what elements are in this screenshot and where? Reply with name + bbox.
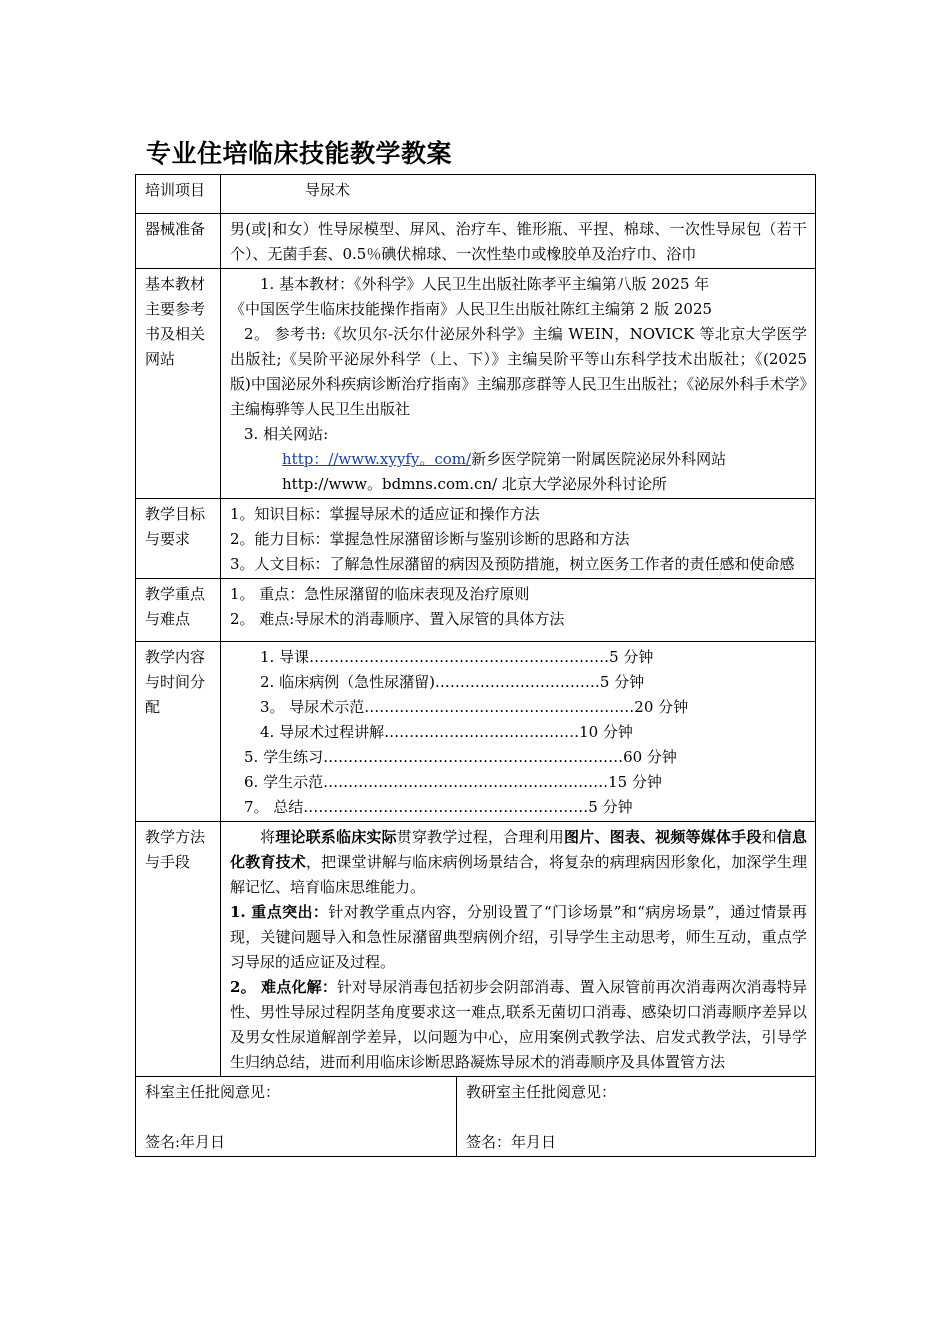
references-label: 基本教材主要参考书及相关网站: [136, 269, 221, 499]
lesson-plan-table: [135, 174, 816, 1157]
row-goals: [136, 499, 816, 579]
dept-approval-sign: 签名:年月日: [145, 1133, 226, 1151]
methods-text: 针对教学重点内容，分别设置了“门诊场景”和“病房场景”，通过情景再现，关键问题导入和急性尿潴留典型病例介绍，引导学生主动思考，师生互动，重点学习导尿的适应证及过程。: [230, 903, 808, 971]
methods-emphasis: 理论联系临床实际: [275, 828, 397, 846]
schedule-item: 7。 总结…………………………………………………5 分钟: [244, 798, 633, 816]
methods-text: 和: [761, 828, 777, 846]
section-approval: [457, 1077, 816, 1157]
dept-approval-label: 科室主任批阅意见：: [145, 1083, 281, 1101]
keypoints-value: [221, 579, 816, 642]
keypoint-item: 2。 难点:导尿术的消毒顺序、置入尿管的具体方法: [230, 610, 565, 628]
methods-text: 将: [260, 828, 276, 846]
equipment-text: 男(或|和女）性导尿模型、屏风、治疗车、锥形瓶、平捏、棉球、一次性导尿包（若干个）、无菌手套、0.5％碘伏棉球、一次性垫巾或橡胶单及治疗巾、浴巾: [230, 220, 808, 263]
goal-item: 1。知识目标：掌握导尿术的适应证和操作方法: [230, 505, 540, 523]
references-value: [221, 269, 816, 499]
ref-line-4: 3. 相关网站:: [244, 425, 329, 443]
section-approval-sign: 签名：年月日: [466, 1133, 557, 1151]
dept-approval: [136, 1077, 457, 1157]
xyyfy-link[interactable]: http：//www.xyyfy。com/: [282, 450, 472, 468]
schedule-item: 4. 导尿术过程讲解…………………………………10 分钟: [260, 723, 633, 741]
row-project: [136, 175, 816, 214]
methods-value: [221, 822, 816, 1077]
methods-heading: 1. 重点突出：: [230, 903, 329, 921]
schedule-item: 3。 导尿术示范………………………………………………20 分钟: [260, 698, 689, 716]
page-title: 专业住培临床技能教学教案: [146, 139, 453, 168]
ref-website-2: [230, 472, 807, 497]
row-references: [136, 269, 816, 499]
methods-emphasis: 图片、图表、视频等媒体手段: [563, 828, 762, 846]
project-label: 培训项目: [136, 175, 221, 214]
schedule-value: [221, 642, 816, 822]
goal-item: 2。能力目标：掌握急性尿潴留诊断与鉴别诊断的思路和方法: [230, 530, 630, 548]
ref-website-1: [230, 447, 807, 472]
methods-paragraph-3: [230, 975, 807, 1075]
methods-text: 针对导尿消毒包括初步会阴部消毒、置入尿管前再次消毒两次消毒特异性、男性导尿过程阴茎角度要求这一难点,联系无菌切口消毒、感染切口消毒顺序差异以及男女性尿道解剖学差异，以问题为中心，应用案例式教学法、启发式教学法，引导学生归纳总结，进而利用临床诊断思路凝炼导尿术的消毒顺序及具体置管方法: [230, 978, 808, 1071]
project-value: [221, 175, 816, 214]
ref-line-3: 2。 参考书:《坎贝尔-沃尔什泌尿外科学》主编 WEIN，NOVICK 等北京大学医学出版社;《吴阶平泌尿外科学（上、下）》主编吴阶平等山东科学技术出版社；《(2025 版)中国泌尿外科疾病诊断治疗指南》主编那彦群等人民卫生出版社；《泌尿外科手术学》主编梅骅等人民卫生出版社: [230, 325, 808, 418]
methods-text: ，把课堂讲解与临床病例场景结合，将复杂的病理病因形象化，加深学生理解记忆、培育临床思维能力。: [230, 853, 807, 896]
keypoints-label: 教学重点与难点: [136, 579, 221, 642]
xyyfy-desc: 新乡医学院第一附属医院泌尿外科网站: [471, 450, 727, 468]
ref-line-1: 1. 基本教材：《外科学》人民卫生出版社陈孝平主编第八版 2025 年: [260, 275, 710, 293]
row-methods: [136, 822, 816, 1077]
equipment-value: [221, 214, 816, 269]
schedule-item: 6. 学生示范…………………………………………………15 分钟: [244, 773, 662, 791]
methods-paragraph-2: [230, 900, 807, 975]
row-schedule: [136, 642, 816, 822]
goals-label: 教学目标与要求: [136, 499, 221, 579]
methods-text: 贯穿教学过程，合理利用: [396, 828, 564, 846]
methods-paragraph-1: [230, 825, 807, 900]
methods-label: 教学方法与手段: [136, 822, 221, 1077]
project-value-text: 导尿术: [305, 181, 351, 199]
goals-value: [221, 499, 816, 579]
methods-heading: 2。 难点化解：: [230, 978, 337, 996]
bdmns-desc: 北京大学泌尿外科讨论所: [497, 475, 667, 493]
keypoint-item: 1。 重点：急性尿潴留的临床表现及治疗原则: [230, 585, 530, 603]
ref-line-2: 《中国医学生临床技能操作指南》人民卫生出版社陈红主编第 2 版 2025: [230, 300, 713, 318]
section-approval-label: 教研室主任批阅意见：: [466, 1083, 617, 1101]
row-equipment: [136, 214, 816, 269]
bdmns-link: http://www。bdmns.com.cn/: [282, 475, 498, 493]
row-keypoints: [136, 579, 816, 642]
row-approval: [136, 1077, 816, 1157]
methods-emphasis: 信息化教育技术: [230, 828, 807, 871]
schedule-item: 5. 学生练习……………………………………………………60 分钟: [244, 748, 677, 766]
schedule-item: 2. 临床病例（急性尿潴留)……………………………5 分钟: [260, 673, 645, 691]
goal-item: 3。人文目标：了解急性尿潴留的病因及预防措施，树立医务工作者的责任感和使命感: [230, 555, 795, 573]
schedule-item: 1. 导课……………………………………………………5 分钟: [260, 648, 654, 666]
equipment-label: 器械准备: [136, 214, 221, 269]
schedule-label: 教学内容与时间分配: [136, 642, 221, 822]
